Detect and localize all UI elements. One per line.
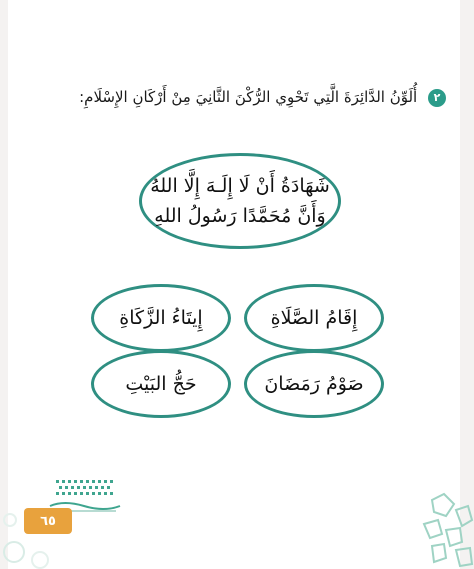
hajj-label: حَجُّ البَيْتِ [125, 373, 197, 395]
page-number-badge [24, 508, 72, 534]
question-number: ٢ [428, 89, 446, 107]
pillar-shahada-oval[interactable] [139, 153, 341, 249]
pillar-salah-oval[interactable] [244, 284, 384, 352]
pillar-zakah-oval[interactable] [91, 284, 231, 352]
zakah-label: إِيتَاءُ الزَّكَاةِ [119, 307, 203, 329]
shahada-line-1: شَهَادَةُ أَنْ لَا إِلَـهَ إِلَّا اللهُ [150, 175, 330, 197]
pillar-hajj-oval[interactable] [91, 350, 231, 418]
salah-label: إِقَامُ الصَّلَاةِ [270, 307, 358, 329]
sawm-label: صَوْمُ رَمَضَانَ [264, 373, 364, 395]
pillar-sawm-oval[interactable] [244, 350, 384, 418]
instruction [66, 88, 446, 107]
instruction-text: أُلَوِّنُ الدَّائِرَةَ الَّتِي تَحْوِي الرُّكْنَ الثَّانِيَ مِنْ أَرْكَانِ الإِسْلَامِ: [79, 88, 418, 106]
shahada-line-2: وَأَنَّ مُحَمَّدًا رَسُولُ اللهِ [154, 205, 326, 227]
page-number: ٦٥ [40, 513, 56, 529]
right-pattern-decoration [412, 480, 474, 569]
